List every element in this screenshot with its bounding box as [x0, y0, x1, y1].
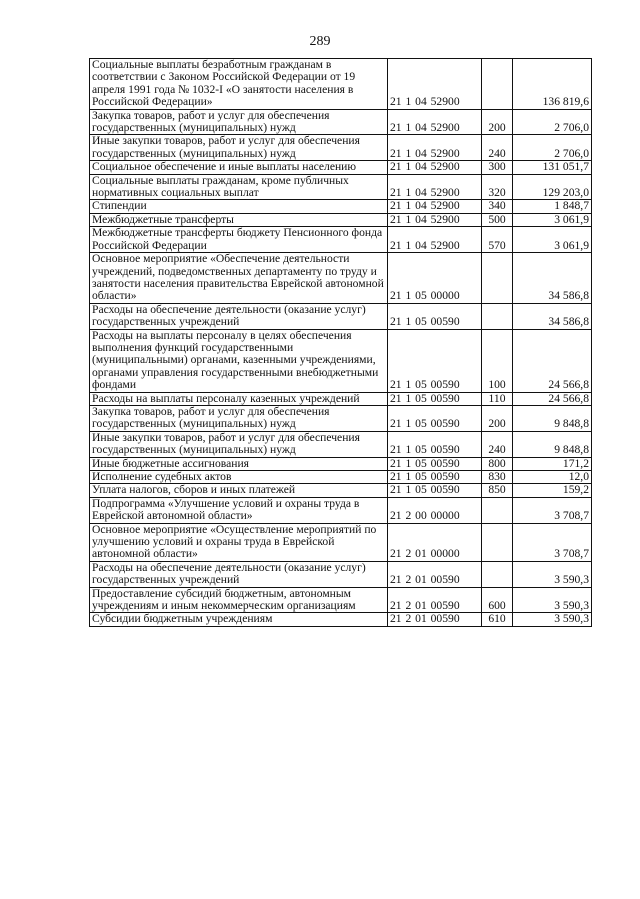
- row-code-cell: 21 1 04 52900: [387, 161, 481, 174]
- row-amount-cell: 131 051,7: [513, 161, 592, 174]
- row-code-cell: 21 1 04 52900: [387, 109, 481, 135]
- table-row: [90, 497, 592, 523]
- row-expense-type-cell: 200: [481, 109, 512, 135]
- row-amount-cell: 136 819,6: [513, 59, 592, 110]
- row-name-cell: Расходы на выплаты персоналу в целях обеспечения выполнения функций государственными (муниципальными) органами, казенными учреждениями, органами управления государственными внебюджетными фондами: [90, 329, 388, 392]
- row-expense-type-cell: [481, 561, 512, 587]
- table-row: [90, 484, 592, 497]
- row-name-cell: Иные закупки товаров, работ и услуг для обеспечения государственных (муниципальных) нужд: [90, 135, 388, 161]
- row-expense-type-cell: 100: [481, 329, 512, 392]
- row-code-cell: 21 2 01 00590: [387, 613, 481, 626]
- table-row: [90, 457, 592, 470]
- row-name-cell: Предоставление субсидий бюджетным, автономным учреждениям и иным некоммерческим организациям: [90, 587, 388, 613]
- row-expense-type-cell: 240: [481, 431, 512, 457]
- row-amount-cell: 24 566,8: [513, 329, 592, 392]
- row-name-cell: Социальные выплаты безработным гражданам в соответствии с Законом Российской Федерации от 19 апреля 1991 года № 1032-I «О занятости населения в Российской Федерации»: [90, 59, 388, 110]
- row-code-cell: 21 1 04 52900: [387, 227, 481, 253]
- row-amount-cell: 2 706,0: [513, 135, 592, 161]
- row-code-cell: 21 1 05 00590: [387, 303, 481, 329]
- row-code-cell: 21 1 04 52900: [387, 135, 481, 161]
- row-name-cell: Закупка товаров, работ и услуг для обеспечения государственных (муниципальных) нужд: [90, 109, 388, 135]
- row-code-cell: 21 1 05 00590: [387, 471, 481, 484]
- row-name-cell: Уплата налогов, сборов и иных платежей: [90, 484, 388, 497]
- row-name-cell: Расходы на выплаты персоналу казенных учреждений: [90, 392, 388, 405]
- table-row: [90, 561, 592, 587]
- budget-table: [89, 58, 592, 627]
- row-code-cell: 21 1 05 00590: [387, 392, 481, 405]
- row-expense-type-cell: 600: [481, 587, 512, 613]
- row-amount-cell: 3 708,7: [513, 497, 592, 523]
- row-amount-cell: 129 203,0: [513, 174, 592, 200]
- row-code-cell: 21 1 04 52900: [387, 59, 481, 110]
- table-row: [90, 109, 592, 135]
- row-expense-type-cell: 110: [481, 392, 512, 405]
- row-name-cell: Межбюджетные трансферты: [90, 213, 388, 226]
- budget-table-body: [90, 59, 592, 627]
- table-row: [90, 174, 592, 200]
- row-amount-cell: 9 848,8: [513, 405, 592, 431]
- table-row: [90, 329, 592, 392]
- row-expense-type-cell: 610: [481, 613, 512, 626]
- table-row: [90, 253, 592, 304]
- table-row: [90, 405, 592, 431]
- row-code-cell: 21 2 01 00000: [387, 523, 481, 561]
- row-name-cell: Субсидии бюджетным учреждениям: [90, 613, 388, 626]
- row-amount-cell: 3 061,9: [513, 227, 592, 253]
- row-code-cell: 21 2 01 00590: [387, 587, 481, 613]
- row-code-cell: 21 1 05 00590: [387, 405, 481, 431]
- table-row: [90, 303, 592, 329]
- page-number: 289: [309, 34, 331, 49]
- row-amount-cell: 3 590,3: [513, 561, 592, 587]
- table-row: [90, 471, 592, 484]
- row-amount-cell: 3 061,9: [513, 213, 592, 226]
- row-expense-type-cell: [481, 497, 512, 523]
- row-amount-cell: 3 708,7: [513, 523, 592, 561]
- row-expense-type-cell: 320: [481, 174, 512, 200]
- row-amount-cell: 1 848,7: [513, 200, 592, 213]
- row-code-cell: 21 2 00 00000: [387, 497, 481, 523]
- row-expense-type-cell: [481, 253, 512, 304]
- table-row: [90, 431, 592, 457]
- row-name-cell: Основное мероприятие «Осуществление мероприятий по улучшению условий и охраны труда в Еврейской автономной области»: [90, 523, 388, 561]
- row-expense-type-cell: 340: [481, 200, 512, 213]
- table-row: [90, 392, 592, 405]
- row-name-cell: Иные закупки товаров, работ и услуг для обеспечения государственных (муниципальных) нужд: [90, 431, 388, 457]
- row-code-cell: 21 1 04 52900: [387, 200, 481, 213]
- row-name-cell: Стипендии: [90, 200, 388, 213]
- row-code-cell: 21 1 05 00590: [387, 484, 481, 497]
- row-code-cell: 21 1 05 00590: [387, 457, 481, 470]
- row-name-cell: Иные бюджетные ассигнования: [90, 457, 388, 470]
- row-code-cell: 21 1 05 00590: [387, 431, 481, 457]
- table-row: [90, 213, 592, 226]
- row-name-cell: Основное мероприятие «Обеспечение деятельности учреждений, подведомственных департаменту по труду и занятости населения правительства Еврейской автономной области»: [90, 253, 388, 304]
- row-name-cell: Социальные выплаты гражданам, кроме публичных нормативных социальных выплат: [90, 174, 388, 200]
- row-code-cell: 21 1 05 00000: [387, 253, 481, 304]
- row-expense-type-cell: 570: [481, 227, 512, 253]
- row-amount-cell: 34 586,8: [513, 303, 592, 329]
- row-name-cell: Социальное обеспечение и иные выплаты населению: [90, 161, 388, 174]
- row-expense-type-cell: 800: [481, 457, 512, 470]
- row-expense-type-cell: 830: [481, 471, 512, 484]
- table-row: [90, 200, 592, 213]
- row-expense-type-cell: 240: [481, 135, 512, 161]
- row-amount-cell: 24 566,8: [513, 392, 592, 405]
- row-expense-type-cell: [481, 303, 512, 329]
- row-amount-cell: 9 848,8: [513, 431, 592, 457]
- row-code-cell: 21 1 05 00590: [387, 329, 481, 392]
- table-row: [90, 227, 592, 253]
- row-name-cell: Подпрограмма «Улучшение условий и охраны труда в Еврейской автономной области»: [90, 497, 388, 523]
- row-code-cell: 21 1 04 52900: [387, 213, 481, 226]
- row-expense-type-cell: 300: [481, 161, 512, 174]
- row-amount-cell: 159,2: [513, 484, 592, 497]
- row-name-cell: Закупка товаров, работ и услуг для обеспечения государственных (муниципальных) нужд: [90, 405, 388, 431]
- row-expense-type-cell: 850: [481, 484, 512, 497]
- row-code-cell: 21 1 04 52900: [387, 174, 481, 200]
- row-expense-type-cell: 200: [481, 405, 512, 431]
- table-row: [90, 59, 592, 110]
- row-amount-cell: 34 586,8: [513, 253, 592, 304]
- table-row: [90, 613, 592, 626]
- row-amount-cell: 12,0: [513, 471, 592, 484]
- row-expense-type-cell: 500: [481, 213, 512, 226]
- row-name-cell: Межбюджетные трансферты бюджету Пенсионного фонда Российской Федерации: [90, 227, 388, 253]
- row-code-cell: 21 2 01 00590: [387, 561, 481, 587]
- table-row: [90, 523, 592, 561]
- table-row: [90, 135, 592, 161]
- table-row: [90, 587, 592, 613]
- row-name-cell: Исполнение судебных актов: [90, 471, 388, 484]
- row-name-cell: Расходы на обеспечение деятельности (оказание услуг) государственных учреждений: [90, 303, 388, 329]
- row-amount-cell: 2 706,0: [513, 109, 592, 135]
- row-expense-type-cell: [481, 523, 512, 561]
- row-amount-cell: 3 590,3: [513, 587, 592, 613]
- table-row: [90, 161, 592, 174]
- row-name-cell: Расходы на обеспечение деятельности (оказание услуг) государственных учреждений: [90, 561, 388, 587]
- row-expense-type-cell: [481, 59, 512, 110]
- row-amount-cell: 171,2: [513, 457, 592, 470]
- row-amount-cell: 3 590,3: [513, 613, 592, 626]
